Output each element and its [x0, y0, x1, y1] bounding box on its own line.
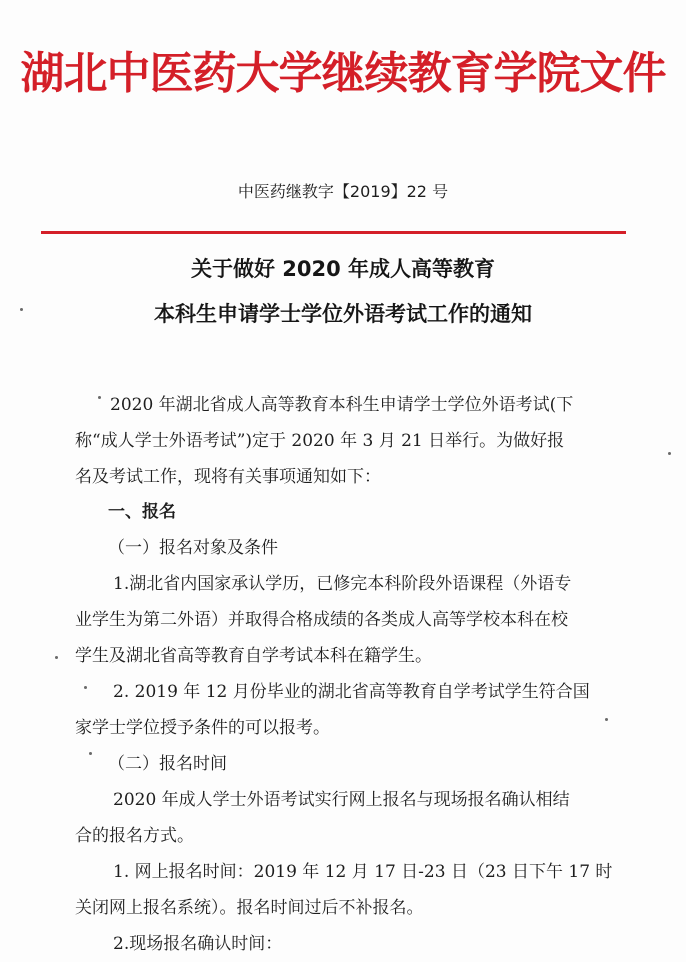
item-1-line-3: 学生及湖北省高等教育自学考试本科在籍学生。 — [75, 646, 432, 666]
item-2-line-1: 2. 2019 年 12 月份毕业的湖北省高等教育自学考试学生符合国 — [113, 682, 590, 702]
intro-line-2: 称“成人学士外语考试”)定于 2020 年 3 月 21 日举行。为做好报 — [75, 431, 565, 451]
section-heading-registration: 一、报名 — [108, 502, 176, 522]
notice-title-line-1: 关于做好 2020 年成人高等教育 — [190, 257, 496, 281]
document-header-title: 湖北中医药大学继续教育学院文件 — [20, 48, 666, 99]
scan-speck — [89, 752, 92, 755]
document-number: 中医药继教字【2019】22 号 — [237, 182, 449, 201]
intro-line-1: 2020 年湖北省成人高等教育本科生申请学士学位外语考试(下 — [110, 395, 574, 415]
scan-speck — [20, 308, 23, 311]
item-2-line-2: 家学士学位授予条件的可以报考。 — [75, 718, 330, 738]
notice-title-line-2: 本科生申请学士学位外语考试工作的通知 — [154, 302, 532, 326]
item-3-line-1: 1. 网上报名时间：2019 年 12 月 17 日-23 日（23 日下午 17 时 — [113, 862, 613, 882]
scan-speck — [98, 396, 101, 399]
scan-speck — [55, 656, 58, 659]
scan-speck — [668, 452, 671, 455]
item-3-line-2: 关闭网上报名系统）。报名时间过后不补报名。 — [75, 898, 424, 918]
item-1-line-2: 业学生为第二外语）并取得合格成绩的各类成人高等学校本科在校 — [75, 610, 568, 630]
para-2-line-1: 2020 年成人学士外语考试实行网上报名与现场报名确认相结 — [113, 790, 570, 810]
subsection-heading-eligibility: （一）报名对象及条件 — [108, 538, 278, 558]
item-1-line-1: 1.湖北省内国家承认学历，已修完本科阶段外语课程（外语专 — [113, 574, 572, 594]
header-divider — [41, 231, 626, 234]
item-4-line-1: 2.现场报名确认时间： — [113, 934, 283, 954]
para-2-line-2: 合的报名方式。 — [75, 826, 194, 846]
intro-line-3: 名及考试工作，现将有关事项通知如下： — [75, 467, 381, 487]
subsection-heading-time: （二）报名时间 — [108, 754, 227, 774]
scan-speck — [84, 686, 87, 689]
scan-speck — [605, 718, 608, 721]
